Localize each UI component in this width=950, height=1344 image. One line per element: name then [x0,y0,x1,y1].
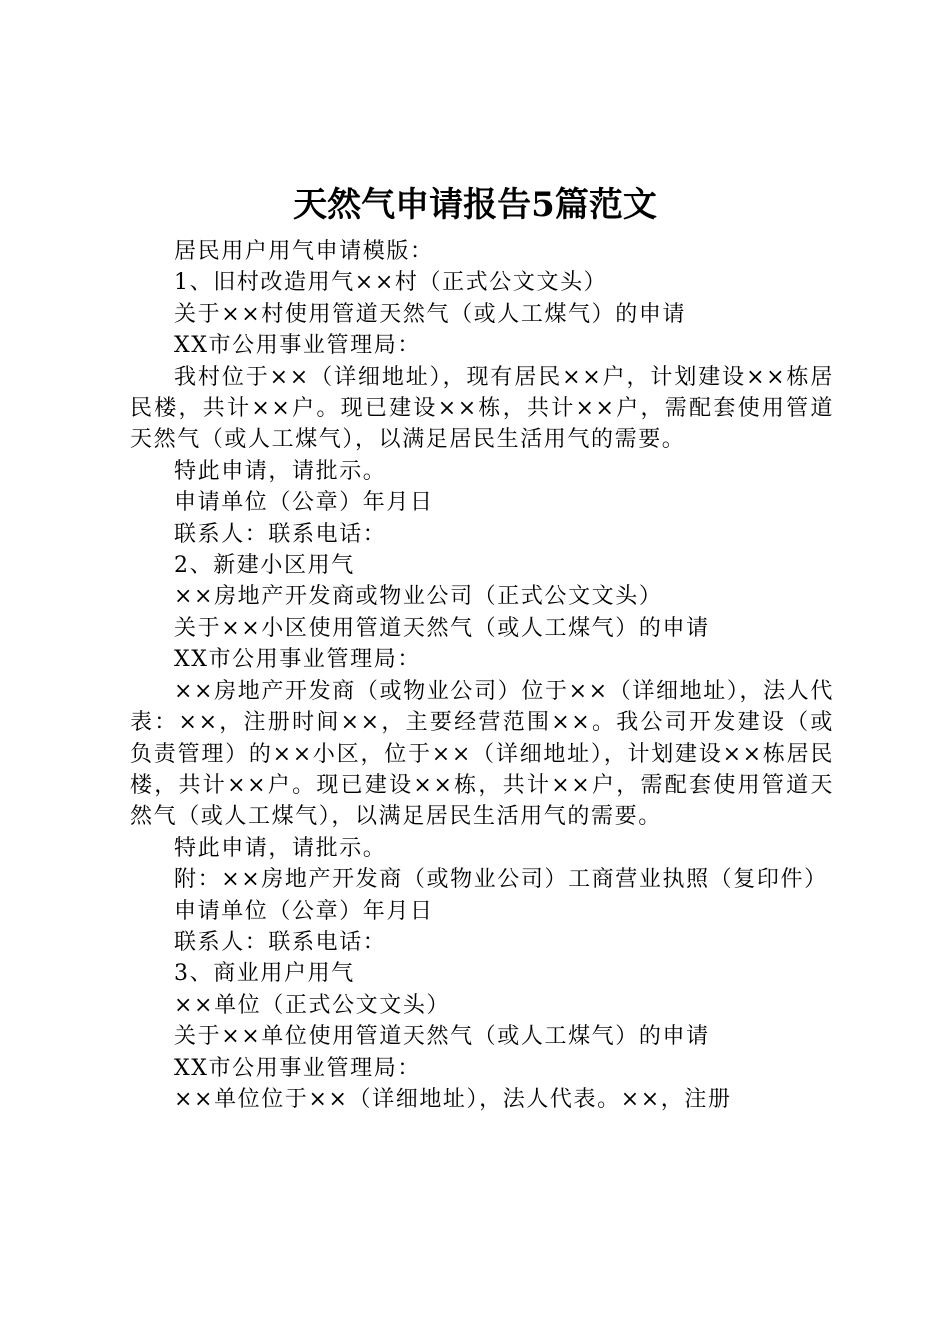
paragraph: XX市公用事业管理局： [174,1055,421,1081]
paragraph: ××房地产开发商或物业公司（正式公文文头） [174,584,663,610]
paragraph: ××单位（正式公文文头） [174,992,451,1018]
document-body [130,236,834,1115]
paragraph: 关于××小区使用管道天然气（或人工煤气）的申请 [174,615,710,641]
paragraph: 我村位于××（详细地址），现有居民××户，计划建设××栋居民楼，共计××户。现已建设××栋，共计××户，需配套使用管道天然气（或人工煤气），以满足居民生活用气的需要。 [130,364,834,453]
paragraph: 联系人：联系电话： [174,521,387,547]
paragraph: ××房地产开发商（或物业公司）位于××（详细地址），法人代表：××，注册时间××，主要经营范围××。我公司开发建设（或负责管理）的××小区，位于××（详细地址），计划建设××栋居民楼，共计××户。现已建设××栋，共计××户，需配套使用管道天然气（或人工煤气），以满足居民生活用气的需要。 [130,678,834,830]
paragraph: 3、商业用户用气 [174,961,355,987]
document-title: 天然气申请报告5篇范文 [293,185,657,225]
paragraph: 申请单位（公章）年月日 [174,490,434,516]
paragraph: 特此申请，请批示。 [174,835,387,861]
paragraph: ××单位位于××（详细地址），法人代表。××，注册 [174,1086,732,1112]
paragraph: 联系人：联系电话： [174,929,387,955]
paragraph: 关于××村使用管道天然气（或人工煤气）的申请 [174,301,687,327]
paragraph: 特此申请，请批示。 [174,458,387,484]
paragraph: 居民用户用气申请模版： [174,239,434,264]
paragraph: 关于××单位使用管道天然气（或人工煤气）的申请 [174,1024,710,1050]
paragraph: XX市公用事业管理局： [174,647,421,673]
paragraph: 附：××房地产开发商（或物业公司）工商营业执照（复印件） [174,867,828,893]
paragraph: 申请单位（公章）年月日 [174,898,434,924]
paragraph: 2、新建小区用气 [174,553,355,579]
paragraph: 1、旧村改造用气××村（正式公文文头） [174,270,608,296]
paragraph: XX市公用事业管理局： [174,333,421,359]
